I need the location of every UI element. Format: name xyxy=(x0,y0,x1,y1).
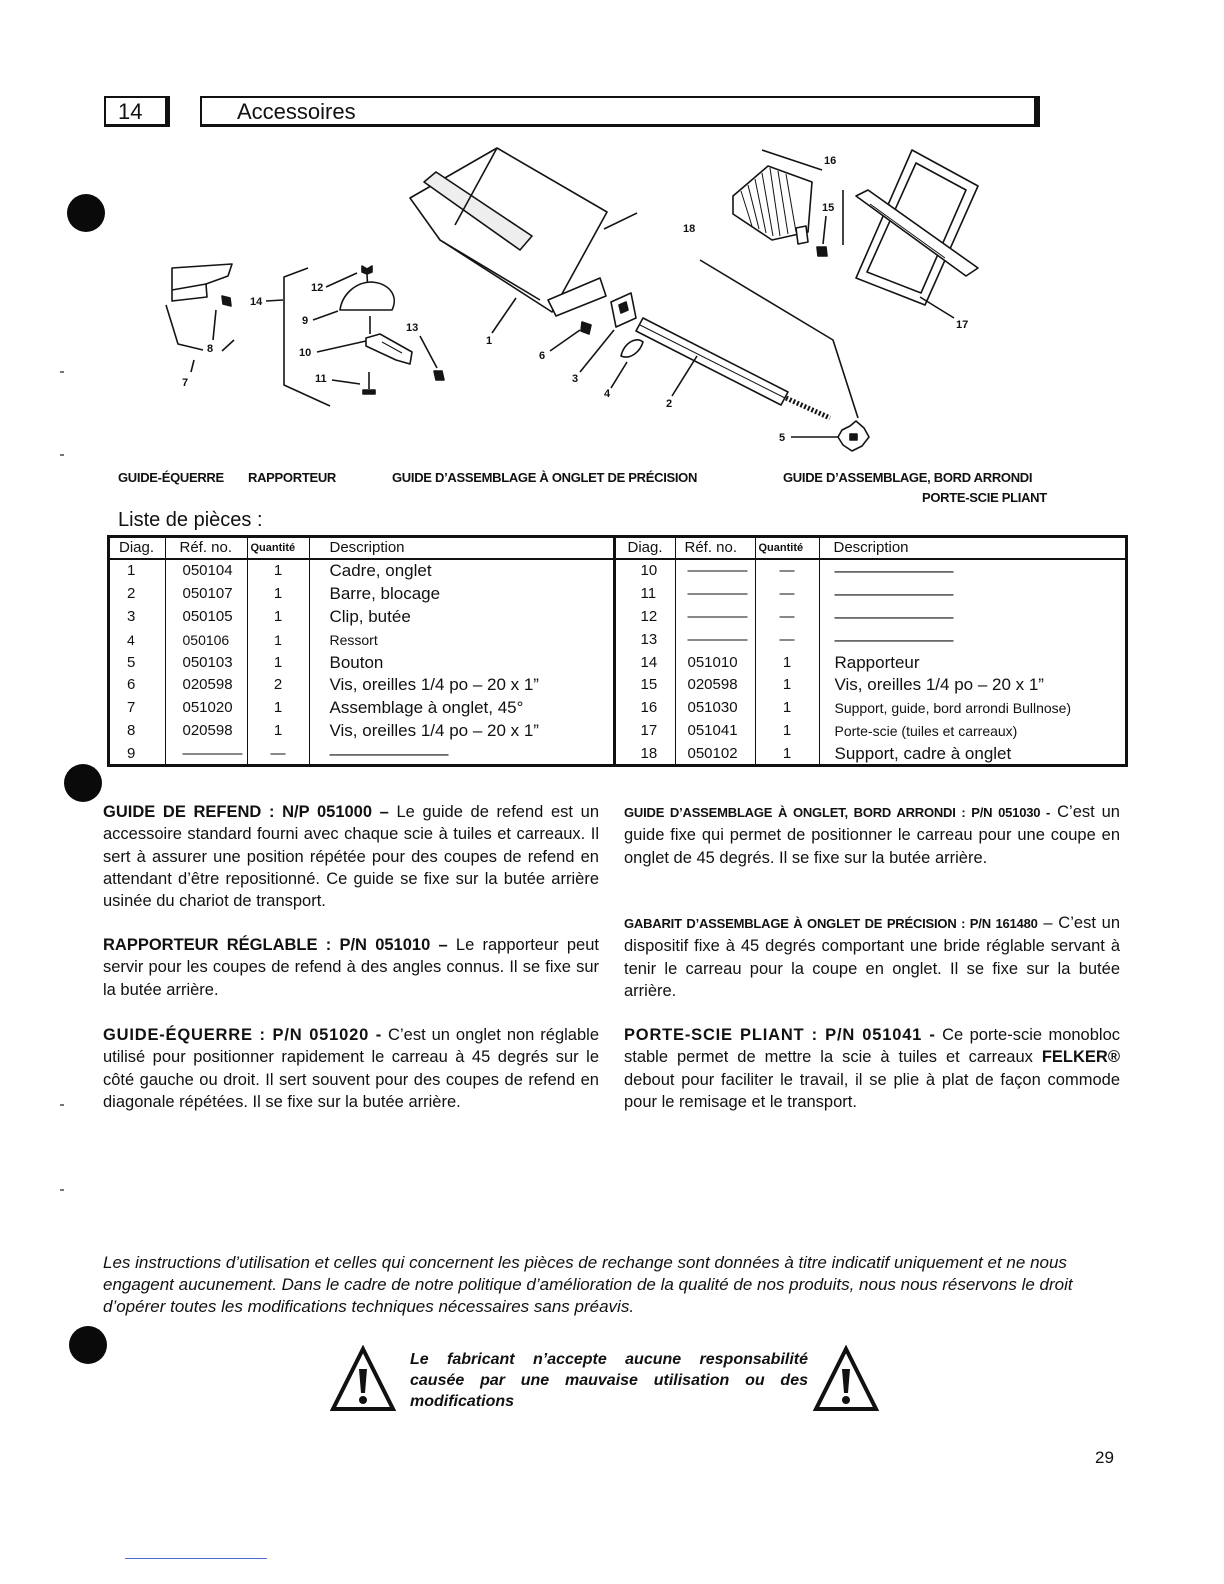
parts-list-table xyxy=(107,535,1128,767)
rapporteur-drawing xyxy=(266,266,444,406)
caption-precision-guide: GUIDE D’ASSEMBLAGE À ONGLET DE PRÉCISION xyxy=(392,470,698,485)
leader-line xyxy=(332,380,360,384)
header-desc: Description xyxy=(819,538,1125,559)
header-diag: Diag. xyxy=(110,538,165,559)
leader-line xyxy=(191,360,194,372)
leader-line xyxy=(823,216,826,244)
paragraph-body: C’est un onglet non réglable utilisé pour positionner rapidement le carreau à 45 degrés sur le côté gauche ou droit. Il sert souvent pour des coupes de refend en diagonale répétées. Il se fixe sur la butée arrière. xyxy=(103,1026,600,1111)
parts-row xyxy=(110,651,1125,674)
parts-cell-left-desc: ——————— xyxy=(309,742,614,765)
parts-cell-right-diag: 15 xyxy=(614,674,675,697)
parts-cell-left-diag: 3 xyxy=(127,607,136,625)
parts-cell-left-desc: Ressort xyxy=(309,628,614,651)
paragraph-heading: GUIDE D’ASSEMBLAGE À ONGLET, BORD ARRONDI : P/N 051030 - xyxy=(624,805,1051,820)
parts-cell-left-diag: 2 xyxy=(127,585,136,603)
knob-hub xyxy=(850,434,857,440)
parts-cell-left-ref: 050107 xyxy=(165,583,247,606)
paragraph-body: Le guide de refend est un accessoire standard fourni avec chaque scie à tuiles et carreaux. Il sert à assurer une position répétée pour des coupes de refend en attendant d’être repositionné. Ce guide se fixe sur la butée arrière usinée du chariot de transport. xyxy=(103,803,599,911)
parts-cell-left-qty: 1 xyxy=(247,697,309,720)
parts-cell-left-ref: 020598 xyxy=(165,674,247,697)
callout-16: 16 xyxy=(824,155,837,167)
parts-cell-left-diag: 1 xyxy=(127,562,136,580)
parts-cell-left-ref: 051020 xyxy=(165,697,247,720)
guide-equerre-drawing xyxy=(166,264,234,372)
square-guide-screw xyxy=(222,296,231,306)
parts-row xyxy=(110,606,1125,629)
callout-10: 10 xyxy=(299,347,312,359)
parts-cell-right-ref: 051010 xyxy=(675,651,755,674)
parts-cell-right-diag: 13 xyxy=(614,628,675,651)
parts-cell-right-diag: 11 xyxy=(614,583,675,606)
parts-cell-right-qty: — xyxy=(755,628,819,651)
header-qty: Quantité xyxy=(247,538,309,559)
parts-cell-left-ref: 050104 xyxy=(165,559,247,583)
parts-cell-left-qty: 1 xyxy=(247,559,309,583)
caption-bullnose-guide: GUIDE D’ASSEMBLAGE, BORD ARRONDI xyxy=(783,470,1033,485)
parts-cell-left-qty: 1 xyxy=(247,628,309,651)
parts-cell-left-qty: 2 xyxy=(247,674,309,697)
wing-nut xyxy=(362,266,372,274)
parts-cell-left-desc: Vis, oreilles 1/4 po – 20 x 1” xyxy=(309,674,614,697)
leader-line xyxy=(604,213,637,229)
paragraph-heading: RAPPORTEUR RÉGLABLE : P/N 051010 – xyxy=(103,936,448,954)
leader-line xyxy=(580,330,614,372)
protractor-bolt-head xyxy=(363,390,375,394)
parts-cell-right-ref: ———— xyxy=(675,628,755,651)
parts-cell-left-diag: 8 xyxy=(127,721,136,739)
paragraph-body: – C’est un dispositif fixe à 45 degrés comportant une bride réglable servant à tenir le carreau pour la coupe en onglet. Il se fixe sur la butée arrière. xyxy=(624,914,1120,1000)
parts-cell-left-desc: Barre, blocage xyxy=(309,583,614,606)
callout-9: 9 xyxy=(302,315,309,327)
parts-cell-left-desc: Bouton xyxy=(309,651,614,674)
warning-triangle-icon xyxy=(813,1345,879,1413)
callout-15: 15 xyxy=(822,202,835,214)
parts-cell-right-diag: 12 xyxy=(614,606,675,629)
parts-cell-left-ref: 050105 xyxy=(165,606,247,629)
parts-cell-right-ref: 050102 xyxy=(675,742,755,765)
paragraph-guide-equerre xyxy=(103,1024,599,1113)
paragraph-body: Le rapporteur peut servir pour les coupes de refend à des angles connus. Il se fixe sur la butée arrière. xyxy=(103,936,599,999)
parts-cell-right-ref: ———— xyxy=(675,559,755,583)
parts-row xyxy=(110,720,1125,743)
callout-14: 14 xyxy=(250,296,263,308)
parts-cell-right-desc: ——————— xyxy=(819,559,1125,583)
wing-screw xyxy=(581,322,591,334)
bullnose-screw xyxy=(817,247,827,256)
parts-cell-left-desc: Clip, butée xyxy=(309,606,614,629)
parts-cell-right-qty: — xyxy=(755,583,819,606)
caption-rapporteur: RAPPORTEUR xyxy=(248,470,337,485)
callout-18: 18 xyxy=(683,223,696,235)
parts-row xyxy=(110,583,1125,606)
footer-rule xyxy=(125,1558,267,1559)
parts-cell-left-diag: 9 xyxy=(127,744,136,762)
callout-6: 6 xyxy=(539,350,546,362)
brand-name: FELKER® xyxy=(1041,1048,1120,1067)
parts-cell-right-qty: 1 xyxy=(755,674,819,697)
page-number: 29 xyxy=(1095,1448,1114,1467)
callout-4: 4 xyxy=(604,388,611,400)
parts-cell-right-diag: 18 xyxy=(614,742,675,765)
paragraph-heading: GUIDE DE REFEND : N/P 051000 – xyxy=(103,803,389,821)
parts-cell-left-qty: 1 xyxy=(247,583,309,606)
leader-line xyxy=(313,311,338,320)
paragraph-rapporteur xyxy=(103,934,599,1001)
parts-cell-right-ref: 051041 xyxy=(675,720,755,743)
leader-line xyxy=(492,298,516,333)
parts-list-title: Liste de pièces : xyxy=(118,509,263,531)
leader-line xyxy=(420,336,437,368)
leader-line xyxy=(672,356,697,396)
parts-cell-right-desc: ——————— xyxy=(819,628,1125,651)
section-title: Accessoires xyxy=(200,96,1040,127)
warning-exclamation-dot xyxy=(359,1396,367,1404)
header-ref: Réf. no. xyxy=(165,538,247,559)
leader-line xyxy=(920,297,954,318)
leader-line xyxy=(317,341,366,352)
warning-exclamation-dot xyxy=(842,1396,850,1404)
paragraph-heading: GUIDE-ÉQUERRE : P/N 051020 - xyxy=(103,1026,383,1044)
parts-cell-left-diag: 5 xyxy=(127,653,136,671)
paragraph-body: debout pour faciliter le travail, il se plie à plat de façon commode pour le remisage et le transport. xyxy=(624,1070,1120,1111)
leader-line xyxy=(266,300,283,301)
warning-triangle-icon xyxy=(330,1345,396,1413)
caption-guide-equerre: GUIDE-ÉQUERRE xyxy=(118,470,224,485)
folding-stand-drawing xyxy=(856,150,978,318)
parts-table xyxy=(110,538,1125,765)
parts-cell-right-desc: Vis, oreilles 1/4 po – 20 x 1” xyxy=(819,674,1125,697)
callout-2: 2 xyxy=(666,398,673,410)
leader-line xyxy=(550,330,580,351)
parts-cell-right-qty: 1 xyxy=(755,697,819,720)
section-number: 14 xyxy=(104,96,170,127)
guide-bar-edge xyxy=(640,325,785,398)
parts-cell-right-qty: 1 xyxy=(755,742,819,765)
header-diag: Diag. xyxy=(614,538,675,559)
parts-cell-left-qty: — xyxy=(247,742,309,765)
paragraph-heading: PORTE-SCIE PLIANT : P/N 051041 - xyxy=(624,1026,936,1044)
parts-cell-left-desc: Cadre, onglet xyxy=(309,559,614,583)
caption-folding-stand: PORTE-SCIE PLIANT xyxy=(922,490,1047,505)
parts-cell-left-ref: 050106 xyxy=(165,628,247,651)
parts-cell-right-desc: ——————— xyxy=(819,583,1125,606)
warning-text: Le fabricant n’accepte aucune responsabilité causée par une mauvaise utilisation ou des modifications xyxy=(410,1351,808,1410)
parts-cell-left-diag: 4 xyxy=(127,631,135,648)
paragraph-precision-guide xyxy=(624,912,1120,1002)
callout-11: 11 xyxy=(315,373,327,385)
scan-mark xyxy=(60,1104,64,1106)
parts-row xyxy=(110,559,1125,583)
parts-cell-right-diag: 10 xyxy=(614,559,675,583)
stop-clip-hole xyxy=(619,302,628,313)
callout-3: 3 xyxy=(572,373,579,385)
parts-cell-left-ref: 020598 xyxy=(165,720,247,743)
paragraph-body: C’est un guide fixe qui permet de positionner le carreau pour une coupe en onglet de 45 degrés. Il se fixe sur la butée arrière. xyxy=(624,803,1120,867)
parts-cell-left-qty: 1 xyxy=(247,720,309,743)
parts-cell-right-qty: — xyxy=(755,606,819,629)
parts-header-row xyxy=(110,538,1125,559)
parts-cell-right-desc: Rapporteur xyxy=(819,651,1125,674)
parts-cell-right-qty: 1 xyxy=(755,651,819,674)
binder-hole xyxy=(69,1326,107,1364)
parts-cell-right-diag: 17 xyxy=(614,720,675,743)
parts-cell-right-diag: 14 xyxy=(614,651,675,674)
parts-cell-left-qty: 1 xyxy=(247,606,309,629)
parts-cell-left-desc: Vis, oreilles 1/4 po – 20 x 1” xyxy=(309,720,614,743)
parts-cell-left-qty: 1 xyxy=(247,651,309,674)
threaded-rod xyxy=(786,398,830,418)
disclaimer-text: Les instructions d’utilisation et celles qui concernent les pièces de rechange sont données à titre indicatif uniquement et ne nous engagent aucunement. Dans le cadre de notre politique d’amélioration de la qualité de nos produits, nous nous réservons le droit d’opérer toutes les modifications techniques nécessaires sans préavis. xyxy=(103,1253,1073,1316)
callout-17: 17 xyxy=(956,319,969,331)
paragraph-body: Ce porte-scie monobloc stable permet de mettre la scie à tuiles et carreaux xyxy=(624,1026,1121,1067)
parts-cell-right-ref: ———— xyxy=(675,606,755,629)
paragraph-folding-stand xyxy=(624,1024,1120,1113)
callout-5: 5 xyxy=(779,432,786,444)
parts-row xyxy=(110,697,1125,720)
parts-cell-left-diag: 7 xyxy=(127,699,136,717)
header-qty: Quantité xyxy=(755,538,819,559)
parts-cell-left-ref: 050103 xyxy=(165,651,247,674)
callout-8: 8 xyxy=(207,343,214,355)
parts-cell-right-qty: 1 xyxy=(755,720,819,743)
parts-cell-right-diag: 16 xyxy=(614,697,675,720)
parts-row xyxy=(110,628,1125,651)
parts-cell-right-ref: ———— xyxy=(675,583,755,606)
leader-line xyxy=(326,273,357,287)
parts-cell-right-desc: Porte-scie (tuiles et carreaux) xyxy=(819,720,1125,743)
binder-hole xyxy=(64,764,102,802)
parts-table-body xyxy=(110,559,1125,765)
parts-cell-right-desc: ——————— xyxy=(819,606,1125,629)
leader-line xyxy=(611,362,627,388)
parts-cell-left-diag: 6 xyxy=(127,676,136,694)
callout-13: 13 xyxy=(406,322,419,334)
parts-cell-left-ref: ———— xyxy=(165,742,247,765)
parts-cell-left-desc: Assemblage à onglet, 45° xyxy=(309,697,614,720)
protractor-plate xyxy=(340,282,394,310)
bullnose-bracket xyxy=(796,226,808,244)
parts-cell-right-ref: 020598 xyxy=(675,674,755,697)
parts-row xyxy=(110,674,1125,697)
leader-line xyxy=(222,340,234,351)
parts-cell-right-desc: Support, guide, bord arrondi Bullnose) xyxy=(819,697,1125,720)
protractor-bar xyxy=(366,334,412,364)
parts-row xyxy=(110,742,1125,765)
accessories-diagram xyxy=(0,140,1224,460)
protractor-screw xyxy=(434,371,444,380)
header-desc: Description xyxy=(309,538,614,559)
parts-cell-right-desc: Support, cadre à onglet xyxy=(819,742,1125,765)
parts-cell-right-qty: — xyxy=(755,559,819,583)
paragraph-heading: GABARIT D’ASSEMBLAGE À ONGLET DE PRÉCISION : P/N 161480 xyxy=(624,916,1038,931)
paragraph-guide-de-refend xyxy=(103,801,599,912)
paragraph-bullnose-guide xyxy=(624,801,1120,869)
scan-mark xyxy=(60,1189,64,1191)
callout-12: 12 xyxy=(311,282,324,294)
leader-line xyxy=(213,310,216,340)
callout-7: 7 xyxy=(182,377,189,389)
header-ref: Réf. no. xyxy=(675,538,755,559)
leader-line xyxy=(166,305,203,350)
parts-cell-right-ref: 051030 xyxy=(675,697,755,720)
callout-1: 1 xyxy=(486,335,493,347)
spring xyxy=(621,340,643,357)
